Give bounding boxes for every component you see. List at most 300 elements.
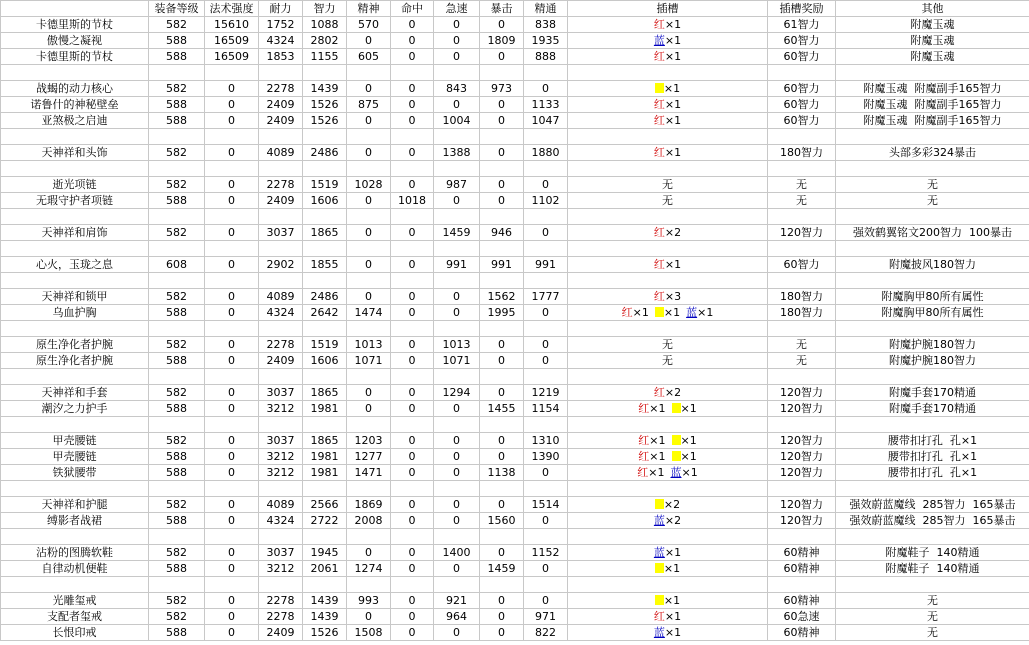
stamina-cell[interactable]: 3037 xyxy=(259,225,303,241)
socket-bonus-header[interactable]: 插槽奖励 xyxy=(768,1,836,17)
socket-bonus-cell[interactable]: 120智力 xyxy=(768,385,836,401)
empty-cell[interactable] xyxy=(391,577,434,593)
empty-cell[interactable] xyxy=(768,161,836,177)
empty-cell[interactable] xyxy=(149,417,205,433)
empty-cell[interactable] xyxy=(434,129,480,145)
mastery-cell[interactable]: 838 xyxy=(524,17,568,33)
mastery-cell[interactable]: 888 xyxy=(524,49,568,65)
empty-cell[interactable] xyxy=(568,321,768,337)
haste-cell[interactable]: 964 xyxy=(434,609,480,625)
empty-cell[interactable] xyxy=(836,241,1029,257)
hit-cell[interactable]: 0 xyxy=(391,337,434,353)
hit-cell[interactable]: 0 xyxy=(391,625,434,641)
item-level-cell[interactable]: 588 xyxy=(149,401,205,417)
empty-cell[interactable] xyxy=(1,481,149,497)
crit-cell[interactable]: 973 xyxy=(480,81,524,97)
sockets-cell[interactable] xyxy=(568,81,768,97)
stamina-cell[interactable]: 2278 xyxy=(259,593,303,609)
haste-cell[interactable]: 0 xyxy=(434,433,480,449)
item-name-cell[interactable]: 甲壳腰链 xyxy=(1,449,149,465)
stamina-cell[interactable]: 3212 xyxy=(259,449,303,465)
socket-bonus-cell[interactable]: 180智力 xyxy=(768,145,836,161)
item-name-cell[interactable]: 天神祥和肩饰 xyxy=(1,225,149,241)
socket-bonus-cell[interactable]: 60智力 xyxy=(768,33,836,49)
mastery-cell[interactable]: 1047 xyxy=(524,113,568,129)
item-name-cell[interactable]: 天神祥和护腿 xyxy=(1,497,149,513)
intellect-cell[interactable]: 1155 xyxy=(303,49,347,65)
hit-cell[interactable]: 0 xyxy=(391,49,434,65)
item-level-cell[interactable]: 588 xyxy=(149,49,205,65)
spirit-cell[interactable]: 2008 xyxy=(347,513,391,529)
intellect-cell[interactable]: 1526 xyxy=(303,625,347,641)
empty-cell[interactable] xyxy=(303,321,347,337)
spell-power-cell[interactable]: 0 xyxy=(205,625,259,641)
empty-cell[interactable] xyxy=(568,241,768,257)
item-level-cell[interactable]: 582 xyxy=(149,433,205,449)
empty-cell[interactable] xyxy=(524,65,568,81)
intellect-cell[interactable]: 1519 xyxy=(303,337,347,353)
sockets-cell[interactable]: 无 xyxy=(568,193,768,209)
empty-cell[interactable] xyxy=(391,529,434,545)
intellect-cell[interactable]: 2722 xyxy=(303,513,347,529)
mastery-cell[interactable]: 0 xyxy=(524,305,568,321)
item-name-cell[interactable]: 天神祥和锁甲 xyxy=(1,289,149,305)
stamina-cell[interactable]: 2278 xyxy=(259,177,303,193)
other-cell[interactable]: 附魔玉魂 xyxy=(836,33,1029,49)
hit-cell[interactable]: 0 xyxy=(391,33,434,49)
empty-cell[interactable] xyxy=(149,65,205,81)
other-cell[interactable]: 附魔玉魂 附魔副手165智力 xyxy=(836,97,1029,113)
crit-cell[interactable]: 1455 xyxy=(480,401,524,417)
empty-cell[interactable] xyxy=(1,209,149,225)
item-name-cell[interactable]: 卡德里斯的节杖 xyxy=(1,49,149,65)
stamina-cell[interactable]: 4089 xyxy=(259,145,303,161)
empty-cell[interactable] xyxy=(259,161,303,177)
haste-cell[interactable]: 991 xyxy=(434,257,480,273)
mastery-cell[interactable]: 1102 xyxy=(524,193,568,209)
haste-cell[interactable]: 843 xyxy=(434,81,480,97)
stamina-cell[interactable]: 1853 xyxy=(259,49,303,65)
spirit-cell[interactable]: 1471 xyxy=(347,465,391,481)
item-name-cell[interactable]: 心火，玉珑之息 xyxy=(1,257,149,273)
stamina-cell[interactable]: 2409 xyxy=(259,97,303,113)
spell-power-cell[interactable]: 0 xyxy=(205,289,259,305)
sockets-cell[interactable] xyxy=(568,449,768,465)
empty-cell[interactable] xyxy=(347,529,391,545)
socket-bonus-cell[interactable]: 60精神 xyxy=(768,625,836,641)
sockets-cell[interactable] xyxy=(568,225,768,241)
sockets-cell[interactable] xyxy=(568,17,768,33)
socket-bonus-cell[interactable]: 120智力 xyxy=(768,465,836,481)
haste-cell[interactable]: 1013 xyxy=(434,337,480,353)
other-cell[interactable]: 强效蔚蓝魔线 285智力 165暴击 xyxy=(836,513,1029,529)
haste-cell[interactable]: 987 xyxy=(434,177,480,193)
crit-cell[interactable]: 0 xyxy=(480,193,524,209)
hit-cell[interactable]: 0 xyxy=(391,305,434,321)
crit-cell[interactable]: 1562 xyxy=(480,289,524,305)
sockets-cell[interactable] xyxy=(568,433,768,449)
mastery-cell[interactable]: 0 xyxy=(524,81,568,97)
intellect-cell[interactable]: 2486 xyxy=(303,289,347,305)
sockets-cell[interactable] xyxy=(568,609,768,625)
empty-cell[interactable] xyxy=(303,577,347,593)
empty-cell[interactable] xyxy=(347,577,391,593)
other-cell[interactable]: 附魔披风180智力 xyxy=(836,257,1029,273)
stamina-cell[interactable]: 2409 xyxy=(259,353,303,369)
spirit-cell[interactable]: 1071 xyxy=(347,353,391,369)
stamina-cell[interactable]: 4089 xyxy=(259,497,303,513)
empty-cell[interactable] xyxy=(303,65,347,81)
other-cell[interactable]: 附魔鞋子 140精通 xyxy=(836,561,1029,577)
spirit-cell[interactable]: 0 xyxy=(347,385,391,401)
intellect-cell[interactable]: 1981 xyxy=(303,465,347,481)
mastery-cell[interactable]: 991 xyxy=(524,257,568,273)
item-name-cell[interactable]: 卡德里斯的节杖 xyxy=(1,17,149,33)
other-cell[interactable]: 无 xyxy=(836,177,1029,193)
crit-cell[interactable]: 1560 xyxy=(480,513,524,529)
hit-cell[interactable]: 0 xyxy=(391,145,434,161)
hit-cell[interactable]: 1018 xyxy=(391,193,434,209)
empty-cell[interactable] xyxy=(568,417,768,433)
empty-cell[interactable] xyxy=(303,273,347,289)
empty-cell[interactable] xyxy=(205,417,259,433)
sockets-cell[interactable] xyxy=(568,593,768,609)
hit-cell[interactable]: 0 xyxy=(391,353,434,369)
empty-cell[interactable] xyxy=(480,65,524,81)
empty-cell[interactable] xyxy=(1,129,149,145)
empty-cell[interactable] xyxy=(149,529,205,545)
spirit-cell[interactable]: 0 xyxy=(347,113,391,129)
empty-cell[interactable] xyxy=(768,529,836,545)
spirit-cell[interactable]: 0 xyxy=(347,81,391,97)
sockets-cell[interactable] xyxy=(568,385,768,401)
empty-cell[interactable] xyxy=(1,369,149,385)
empty-cell[interactable] xyxy=(205,65,259,81)
hit-cell[interactable]: 0 xyxy=(391,401,434,417)
spell-power-cell[interactable]: 0 xyxy=(205,593,259,609)
sockets-cell[interactable] xyxy=(568,513,768,529)
mastery-cell[interactable]: 1152 xyxy=(524,545,568,561)
spell-power-cell[interactable]: 0 xyxy=(205,177,259,193)
empty-cell[interactable] xyxy=(480,369,524,385)
empty-cell[interactable] xyxy=(259,577,303,593)
haste-cell[interactable]: 1071 xyxy=(434,353,480,369)
empty-cell[interactable] xyxy=(434,209,480,225)
mastery-cell[interactable]: 1133 xyxy=(524,97,568,113)
empty-cell[interactable] xyxy=(149,161,205,177)
socket-bonus-cell[interactable]: 无 xyxy=(768,193,836,209)
socket-bonus-cell[interactable]: 120智力 xyxy=(768,449,836,465)
other-cell[interactable]: 强效蔚蓝魔线 285智力 165暴击 xyxy=(836,497,1029,513)
intellect-cell[interactable]: 2642 xyxy=(303,305,347,321)
hit-cell[interactable]: 0 xyxy=(391,113,434,129)
socket-bonus-cell[interactable]: 180智力 xyxy=(768,289,836,305)
other-cell[interactable]: 附魔护腕180智力 xyxy=(836,337,1029,353)
other-cell[interactable]: 腰带扣打孔 孔×1 xyxy=(836,433,1029,449)
item-name-cell[interactable]: 战蝎的动力核心 xyxy=(1,81,149,97)
empty-cell[interactable] xyxy=(768,65,836,81)
mastery-header[interactable]: 精通 xyxy=(524,1,568,17)
intellect-cell[interactable]: 1606 xyxy=(303,193,347,209)
crit-cell[interactable]: 0 xyxy=(480,545,524,561)
item-name-cell[interactable]: 光雕玺戒 xyxy=(1,593,149,609)
sockets-cell[interactable] xyxy=(568,257,768,273)
stamina-cell[interactable]: 1752 xyxy=(259,17,303,33)
sockets-cell[interactable] xyxy=(568,465,768,481)
crit-cell[interactable]: 946 xyxy=(480,225,524,241)
intellect-cell[interactable]: 1981 xyxy=(303,401,347,417)
socket-bonus-cell[interactable]: 120智力 xyxy=(768,433,836,449)
empty-cell[interactable] xyxy=(303,481,347,497)
spell-power-cell[interactable]: 15610 xyxy=(205,17,259,33)
crit-cell[interactable]: 0 xyxy=(480,593,524,609)
empty-cell[interactable] xyxy=(480,417,524,433)
other-cell[interactable]: 附魔玉魂 xyxy=(836,17,1029,33)
haste-cell[interactable]: 0 xyxy=(434,289,480,305)
hit-cell[interactable]: 0 xyxy=(391,433,434,449)
item-name-cell[interactable]: 长恨印戒 xyxy=(1,625,149,641)
mastery-cell[interactable]: 1777 xyxy=(524,289,568,305)
mastery-cell[interactable]: 1880 xyxy=(524,145,568,161)
spell-power-cell[interactable]: 0 xyxy=(205,401,259,417)
empty-cell[interactable] xyxy=(768,417,836,433)
hit-cell[interactable]: 0 xyxy=(391,465,434,481)
spell-power-cell[interactable]: 0 xyxy=(205,97,259,113)
empty-cell[interactable] xyxy=(768,209,836,225)
hit-cell[interactable]: 0 xyxy=(391,225,434,241)
stamina-cell[interactable]: 3212 xyxy=(259,465,303,481)
other-cell[interactable]: 附魔玉魂 xyxy=(836,49,1029,65)
intellect-cell[interactable]: 1519 xyxy=(303,177,347,193)
empty-cell[interactable] xyxy=(347,369,391,385)
spell-power-cell[interactable]: 0 xyxy=(205,385,259,401)
empty-cell[interactable] xyxy=(1,273,149,289)
empty-cell[interactable] xyxy=(1,577,149,593)
sockets-cell[interactable] xyxy=(568,113,768,129)
empty-cell[interactable] xyxy=(836,209,1029,225)
haste-cell[interactable]: 1004 xyxy=(434,113,480,129)
empty-cell[interactable] xyxy=(568,209,768,225)
spell-power-cell[interactable]: 0 xyxy=(205,513,259,529)
stamina-cell[interactable]: 2409 xyxy=(259,113,303,129)
haste-header[interactable]: 急速 xyxy=(434,1,480,17)
item-level-cell[interactable]: 588 xyxy=(149,305,205,321)
sockets-cell[interactable] xyxy=(568,401,768,417)
other-cell[interactable]: 附魔手套170精通 xyxy=(836,401,1029,417)
empty-cell[interactable] xyxy=(568,481,768,497)
empty-cell[interactable] xyxy=(347,417,391,433)
item-name-cell[interactable]: 沾粉的图腾软鞋 xyxy=(1,545,149,561)
mastery-cell[interactable]: 1219 xyxy=(524,385,568,401)
empty-cell[interactable] xyxy=(768,577,836,593)
socket-bonus-cell[interactable]: 180智力 xyxy=(768,305,836,321)
other-cell[interactable]: 无 xyxy=(836,193,1029,209)
haste-cell[interactable]: 0 xyxy=(434,33,480,49)
spirit-cell[interactable]: 1869 xyxy=(347,497,391,513)
other-cell[interactable]: 附魔鞋子 140精通 xyxy=(836,545,1029,561)
stamina-header[interactable]: 耐力 xyxy=(259,1,303,17)
empty-cell[interactable] xyxy=(391,417,434,433)
spirit-cell[interactable]: 0 xyxy=(347,289,391,305)
other-cell[interactable]: 强效鹤翼铭文200智力 100暴击 xyxy=(836,225,1029,241)
empty-cell[interactable] xyxy=(303,369,347,385)
empty-cell[interactable] xyxy=(303,529,347,545)
spell-power-cell[interactable]: 0 xyxy=(205,609,259,625)
hit-cell[interactable]: 0 xyxy=(391,593,434,609)
empty-cell[interactable] xyxy=(149,321,205,337)
other-cell[interactable]: 附魔护腕180智力 xyxy=(836,353,1029,369)
socket-bonus-cell[interactable]: 60智力 xyxy=(768,49,836,65)
crit-header[interactable]: 暴击 xyxy=(480,1,524,17)
crit-cell[interactable]: 1809 xyxy=(480,33,524,49)
item-level-header[interactable]: 装备等级 xyxy=(149,1,205,17)
empty-cell[interactable] xyxy=(480,129,524,145)
spirit-cell[interactable]: 0 xyxy=(347,33,391,49)
stamina-cell[interactable]: 2409 xyxy=(259,625,303,641)
socket-bonus-cell[interactable]: 60急速 xyxy=(768,609,836,625)
mastery-cell[interactable]: 1514 xyxy=(524,497,568,513)
empty-cell[interactable] xyxy=(259,417,303,433)
empty-cell[interactable] xyxy=(524,209,568,225)
stamina-cell[interactable]: 4324 xyxy=(259,305,303,321)
spell-power-cell[interactable]: 16509 xyxy=(205,33,259,49)
spirit-cell[interactable]: 605 xyxy=(347,49,391,65)
spirit-cell[interactable]: 993 xyxy=(347,593,391,609)
spirit-cell[interactable]: 1028 xyxy=(347,177,391,193)
socket-bonus-cell[interactable]: 120智力 xyxy=(768,401,836,417)
other-cell[interactable]: 头部多彩324暴击 xyxy=(836,145,1029,161)
empty-cell[interactable] xyxy=(836,417,1029,433)
empty-cell[interactable] xyxy=(568,273,768,289)
empty-cell[interactable] xyxy=(1,529,149,545)
socket-bonus-cell[interactable]: 60精神 xyxy=(768,561,836,577)
empty-cell[interactable] xyxy=(568,161,768,177)
spirit-header[interactable]: 精神 xyxy=(347,1,391,17)
sockets-cell[interactable] xyxy=(568,97,768,113)
crit-cell[interactable]: 1138 xyxy=(480,465,524,481)
item-level-cell[interactable]: 588 xyxy=(149,97,205,113)
empty-cell[interactable] xyxy=(259,209,303,225)
sockets-cell[interactable]: 无 xyxy=(568,353,768,369)
stamina-cell[interactable]: 2278 xyxy=(259,81,303,97)
empty-cell[interactable] xyxy=(434,577,480,593)
stamina-cell[interactable]: 2902 xyxy=(259,257,303,273)
spell-power-cell[interactable]: 0 xyxy=(205,193,259,209)
hit-cell[interactable]: 0 xyxy=(391,289,434,305)
empty-cell[interactable] xyxy=(391,241,434,257)
empty-cell[interactable] xyxy=(205,161,259,177)
mastery-cell[interactable]: 1154 xyxy=(524,401,568,417)
stamina-cell[interactable]: 3037 xyxy=(259,433,303,449)
haste-cell[interactable]: 0 xyxy=(434,625,480,641)
socket-bonus-cell[interactable]: 60智力 xyxy=(768,113,836,129)
item-level-cell[interactable]: 588 xyxy=(149,353,205,369)
empty-cell[interactable] xyxy=(347,273,391,289)
empty-cell[interactable] xyxy=(205,321,259,337)
empty-cell[interactable] xyxy=(259,241,303,257)
empty-cell[interactable] xyxy=(1,417,149,433)
hit-cell[interactable]: 0 xyxy=(391,609,434,625)
intellect-header[interactable]: 智力 xyxy=(303,1,347,17)
item-level-cell[interactable]: 582 xyxy=(149,81,205,97)
crit-cell[interactable]: 0 xyxy=(480,433,524,449)
item-level-cell[interactable]: 582 xyxy=(149,337,205,353)
empty-cell[interactable] xyxy=(836,481,1029,497)
empty-cell[interactable] xyxy=(768,241,836,257)
socket-bonus-cell[interactable]: 60精神 xyxy=(768,545,836,561)
empty-cell[interactable] xyxy=(568,369,768,385)
crit-cell[interactable]: 0 xyxy=(480,625,524,641)
socket-bonus-cell[interactable]: 无 xyxy=(768,177,836,193)
empty-cell[interactable] xyxy=(836,577,1029,593)
item-level-cell[interactable]: 588 xyxy=(149,193,205,209)
empty-cell[interactable] xyxy=(480,529,524,545)
haste-cell[interactable]: 0 xyxy=(434,305,480,321)
spell-power-cell[interactable]: 0 xyxy=(205,337,259,353)
crit-cell[interactable]: 0 xyxy=(480,177,524,193)
empty-cell[interactable] xyxy=(259,273,303,289)
haste-cell[interactable]: 0 xyxy=(434,97,480,113)
empty-cell[interactable] xyxy=(836,321,1029,337)
sockets-cell[interactable] xyxy=(568,497,768,513)
item-name-cell[interactable]: 自律动机便鞋 xyxy=(1,561,149,577)
empty-cell[interactable] xyxy=(347,161,391,177)
spirit-cell[interactable]: 0 xyxy=(347,257,391,273)
intellect-cell[interactable]: 1865 xyxy=(303,433,347,449)
item-name-cell[interactable]: 无瑕守护者项链 xyxy=(1,193,149,209)
spirit-cell[interactable]: 1274 xyxy=(347,561,391,577)
item-name-cell[interactable]: 天神祥和头饰 xyxy=(1,145,149,161)
empty-cell[interactable] xyxy=(568,577,768,593)
hit-cell[interactable]: 0 xyxy=(391,97,434,113)
crit-cell[interactable]: 0 xyxy=(480,337,524,353)
intellect-cell[interactable]: 1526 xyxy=(303,113,347,129)
empty-cell[interactable] xyxy=(1,321,149,337)
intellect-cell[interactable]: 1439 xyxy=(303,81,347,97)
socket-bonus-cell[interactable]: 无 xyxy=(768,337,836,353)
empty-cell[interactable] xyxy=(149,129,205,145)
item-level-cell[interactable]: 588 xyxy=(149,449,205,465)
empty-cell[interactable] xyxy=(480,321,524,337)
hit-cell[interactable]: 0 xyxy=(391,81,434,97)
empty-cell[interactable] xyxy=(391,369,434,385)
empty-cell[interactable] xyxy=(347,65,391,81)
intellect-cell[interactable]: 1526 xyxy=(303,97,347,113)
other-cell[interactable]: 腰带扣打孔 孔×1 xyxy=(836,465,1029,481)
mastery-cell[interactable]: 0 xyxy=(524,337,568,353)
other-cell[interactable]: 无 xyxy=(836,625,1029,641)
socket-bonus-cell[interactable]: 120智力 xyxy=(768,497,836,513)
crit-cell[interactable]: 0 xyxy=(480,97,524,113)
mastery-cell[interactable]: 1310 xyxy=(524,433,568,449)
item-level-cell[interactable]: 582 xyxy=(149,497,205,513)
spell-power-cell[interactable]: 0 xyxy=(205,305,259,321)
empty-cell[interactable] xyxy=(391,209,434,225)
hit-cell[interactable]: 0 xyxy=(391,177,434,193)
spell-power-cell[interactable]: 0 xyxy=(205,465,259,481)
mastery-cell[interactable]: 0 xyxy=(524,513,568,529)
intellect-cell[interactable]: 1606 xyxy=(303,353,347,369)
crit-cell[interactable]: 0 xyxy=(480,449,524,465)
empty-cell[interactable] xyxy=(768,321,836,337)
empty-cell[interactable] xyxy=(836,65,1029,81)
crit-cell[interactable]: 0 xyxy=(480,17,524,33)
empty-cell[interactable] xyxy=(434,273,480,289)
empty-cell[interactable] xyxy=(391,481,434,497)
spirit-cell[interactable]: 1013 xyxy=(347,337,391,353)
hit-header[interactable]: 命中 xyxy=(391,1,434,17)
mastery-cell[interactable]: 971 xyxy=(524,609,568,625)
